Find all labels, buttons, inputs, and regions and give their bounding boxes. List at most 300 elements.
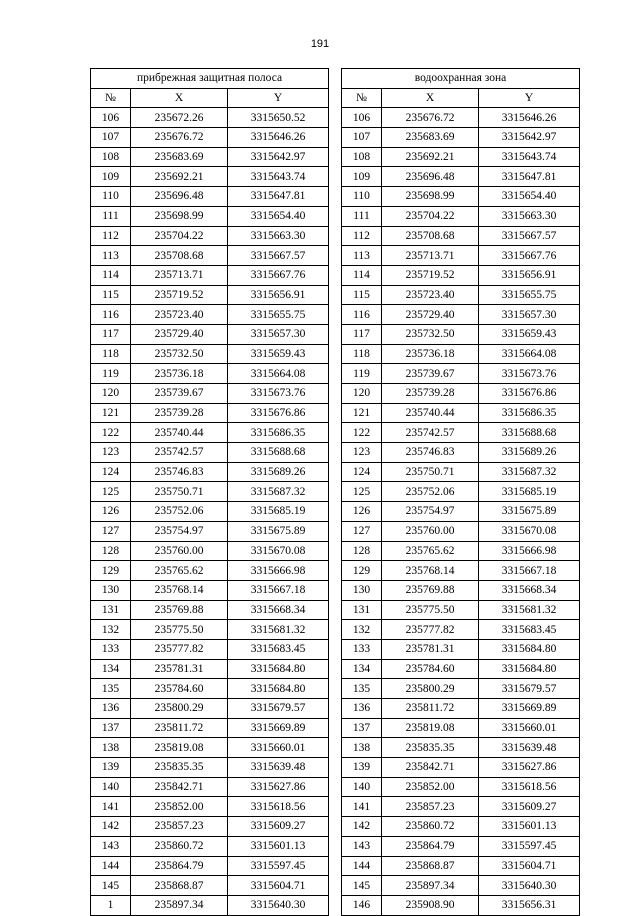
right-cell-y: 3315657.30 — [479, 305, 580, 325]
right-cell-number: 122 — [342, 423, 382, 443]
right-cell-y: 3315654.40 — [479, 187, 580, 207]
right-cell-y: 3315687.32 — [479, 462, 580, 482]
column-gap — [329, 502, 342, 522]
left-cell-x: 235784.60 — [131, 679, 228, 699]
right-cell-y: 3315664.08 — [479, 344, 580, 364]
left-cell-number: 111 — [91, 206, 131, 226]
column-gap — [329, 836, 342, 856]
column-gap — [329, 895, 342, 915]
left-cell-y: 3315657.30 — [228, 324, 329, 344]
left-cell-number: 140 — [91, 777, 131, 797]
left-cell-x: 235835.35 — [131, 758, 228, 778]
right-cell-y: 3315618.56 — [479, 777, 580, 797]
table-row — [91, 226, 580, 246]
left-header-x: X — [131, 88, 228, 108]
left-header-y: Y — [228, 88, 329, 108]
column-gap — [329, 659, 342, 679]
left-cell-number: 144 — [91, 856, 131, 876]
right-cell-y: 3315655.75 — [479, 285, 580, 305]
left-cell-x: 235732.50 — [131, 344, 228, 364]
right-cell-number: 108 — [342, 147, 382, 167]
table-row — [91, 679, 580, 699]
right-cell-x: 235746.83 — [382, 443, 479, 463]
left-cell-x: 235852.00 — [131, 797, 228, 817]
right-cell-number: 125 — [342, 482, 382, 502]
table-title-row — [91, 69, 580, 89]
table-row — [91, 167, 580, 187]
right-cell-x: 235729.40 — [382, 305, 479, 325]
right-cell-y: 3315685.19 — [479, 482, 580, 502]
right-cell-y: 3315663.30 — [479, 206, 580, 226]
right-cell-number: 134 — [342, 659, 382, 679]
right-cell-number: 112 — [342, 226, 382, 246]
left-cell-x: 235811.72 — [131, 718, 228, 738]
left-cell-x: 235857.23 — [131, 817, 228, 837]
table-row — [91, 856, 580, 876]
right-cell-number: 136 — [342, 699, 382, 719]
left-cell-y: 3315684.80 — [228, 679, 329, 699]
column-gap — [329, 856, 342, 876]
left-cell-y: 3315668.34 — [228, 600, 329, 620]
right-cell-number: 131 — [342, 600, 382, 620]
left-cell-x: 235742.57 — [131, 443, 228, 463]
right-cell-y: 3315676.86 — [479, 384, 580, 404]
left-cell-number: 143 — [91, 836, 131, 856]
right-cell-number: 146 — [342, 895, 382, 915]
column-gap — [329, 403, 342, 423]
right-header-x: X — [382, 88, 479, 108]
right-cell-x: 235732.50 — [382, 324, 479, 344]
right-cell-x: 235842.71 — [382, 758, 479, 778]
table-row — [91, 600, 580, 620]
column-gap — [329, 384, 342, 404]
left-cell-number: 129 — [91, 561, 131, 581]
left-cell-number: 138 — [91, 738, 131, 758]
right-cell-x: 235835.35 — [382, 738, 479, 758]
table-row — [91, 384, 580, 404]
left-cell-x: 235692.21 — [131, 167, 228, 187]
column-gap — [329, 305, 342, 325]
left-cell-x: 235868.87 — [131, 876, 228, 896]
left-cell-y: 3315667.18 — [228, 580, 329, 600]
right-cell-y: 3315684.80 — [479, 639, 580, 659]
column-gap — [329, 718, 342, 738]
left-cell-y: 3315669.89 — [228, 718, 329, 738]
right-cell-y: 3315656.31 — [479, 895, 580, 915]
right-cell-number: 126 — [342, 502, 382, 522]
column-gap — [329, 777, 342, 797]
right-cell-x: 235692.21 — [382, 147, 479, 167]
right-cell-x: 235683.69 — [382, 128, 479, 148]
right-cell-y: 3315643.74 — [479, 147, 580, 167]
left-cell-number: 107 — [91, 128, 131, 148]
table-row — [91, 659, 580, 679]
left-cell-number: 110 — [91, 187, 131, 207]
table-row — [91, 502, 580, 522]
right-cell-x: 235708.68 — [382, 226, 479, 246]
table-row — [91, 187, 580, 207]
column-gap — [329, 206, 342, 226]
right-cell-x: 235768.14 — [382, 561, 479, 581]
left-cell-y: 3315688.68 — [228, 443, 329, 463]
column-gap — [329, 324, 342, 344]
left-cell-x: 235723.40 — [131, 305, 228, 325]
right-cell-number: 145 — [342, 876, 382, 896]
right-cell-y: 3315604.71 — [479, 856, 580, 876]
right-cell-number: 106 — [342, 108, 382, 128]
right-cell-y: 3315684.80 — [479, 659, 580, 679]
left-cell-y: 3315667.57 — [228, 246, 329, 266]
right-cell-number: 132 — [342, 620, 382, 640]
left-cell-x: 235672.26 — [131, 108, 228, 128]
column-gap — [329, 758, 342, 778]
right-cell-number: 119 — [342, 364, 382, 384]
right-cell-x: 235811.72 — [382, 699, 479, 719]
left-cell-y: 3315650.52 — [228, 108, 329, 128]
left-cell-number: 109 — [91, 167, 131, 187]
left-cell-y: 3315642.97 — [228, 147, 329, 167]
right-cell-x: 235713.71 — [382, 246, 479, 266]
left-cell-y: 3315660.01 — [228, 738, 329, 758]
left-cell-y: 3315659.43 — [228, 344, 329, 364]
left-cell-y: 3315654.40 — [228, 206, 329, 226]
right-cell-number: 110 — [342, 187, 382, 207]
column-gap — [329, 423, 342, 443]
left-cell-y: 3315684.80 — [228, 659, 329, 679]
left-cell-y: 3315679.57 — [228, 699, 329, 719]
left-cell-y: 3315643.74 — [228, 167, 329, 187]
left-cell-y: 3315627.86 — [228, 777, 329, 797]
column-gap — [329, 344, 342, 364]
right-cell-y: 3315601.13 — [479, 817, 580, 837]
column-gap — [329, 246, 342, 266]
right-cell-y: 3315669.89 — [479, 699, 580, 719]
left-cell-x: 235775.50 — [131, 620, 228, 640]
right-cell-y: 3315660.01 — [479, 718, 580, 738]
right-cell-number: 121 — [342, 403, 382, 423]
left-cell-number: 113 — [91, 246, 131, 266]
right-cell-x: 235696.48 — [382, 167, 479, 187]
right-cell-number: 111 — [342, 206, 382, 226]
left-cell-number: 120 — [91, 384, 131, 404]
table-row — [91, 423, 580, 443]
right-table-title: водоохранная зона — [342, 69, 580, 89]
right-cell-x: 235868.87 — [382, 856, 479, 876]
right-cell-x: 235736.18 — [382, 344, 479, 364]
right-cell-y: 3315675.89 — [479, 502, 580, 522]
column-gap — [329, 187, 342, 207]
left-cell-number: 114 — [91, 265, 131, 285]
right-cell-x: 235857.23 — [382, 797, 479, 817]
table-row — [91, 836, 580, 856]
right-cell-y: 3315681.32 — [479, 600, 580, 620]
left-cell-y: 3315667.76 — [228, 265, 329, 285]
right-cell-x: 235781.31 — [382, 639, 479, 659]
table-row — [91, 738, 580, 758]
right-cell-number: 144 — [342, 856, 382, 876]
right-cell-number: 140 — [342, 777, 382, 797]
left-cell-number: 119 — [91, 364, 131, 384]
right-cell-number: 117 — [342, 324, 382, 344]
right-cell-y: 3315627.86 — [479, 758, 580, 778]
left-cell-y: 3315676.86 — [228, 403, 329, 423]
left-cell-x: 235760.00 — [131, 541, 228, 561]
right-cell-x: 235719.52 — [382, 265, 479, 285]
right-cell-x: 235760.00 — [382, 521, 479, 541]
left-cell-x: 235704.22 — [131, 226, 228, 246]
left-cell-number: 115 — [91, 285, 131, 305]
table-row — [91, 403, 580, 423]
right-cell-x: 235777.82 — [382, 620, 479, 640]
column-gap — [329, 482, 342, 502]
left-cell-x: 235860.72 — [131, 836, 228, 856]
column-gap — [329, 265, 342, 285]
right-cell-y: 3315666.98 — [479, 541, 580, 561]
right-cell-y: 3315647.81 — [479, 167, 580, 187]
right-cell-x: 235769.88 — [382, 580, 479, 600]
right-cell-x: 235754.97 — [382, 502, 479, 522]
left-cell-x: 235864.79 — [131, 856, 228, 876]
right-cell-x: 235860.72 — [382, 817, 479, 837]
left-cell-number: 142 — [91, 817, 131, 837]
left-cell-y: 3315604.71 — [228, 876, 329, 896]
right-cell-x: 235800.29 — [382, 679, 479, 699]
right-cell-y: 3315609.27 — [479, 797, 580, 817]
table-row — [91, 443, 580, 463]
right-cell-x: 235908.90 — [382, 895, 479, 915]
left-cell-x: 235698.99 — [131, 206, 228, 226]
column-gap — [329, 226, 342, 246]
left-cell-y: 3315666.98 — [228, 561, 329, 581]
right-cell-y: 3315642.97 — [479, 128, 580, 148]
left-cell-number: 134 — [91, 659, 131, 679]
column-gap — [329, 462, 342, 482]
right-cell-x: 235897.34 — [382, 876, 479, 896]
left-cell-y: 3315686.35 — [228, 423, 329, 443]
right-cell-number: 115 — [342, 285, 382, 305]
table-row — [91, 876, 580, 896]
left-cell-y: 3315639.48 — [228, 758, 329, 778]
right-cell-x: 235819.08 — [382, 718, 479, 738]
left-cell-y: 3315597.45 — [228, 856, 329, 876]
right-cell-x: 235739.67 — [382, 364, 479, 384]
left-cell-y: 3315656.91 — [228, 285, 329, 305]
left-cell-y: 3315664.08 — [228, 364, 329, 384]
column-gap — [329, 285, 342, 305]
left-cell-number: 130 — [91, 580, 131, 600]
table-row — [91, 206, 580, 226]
column-gap — [329, 817, 342, 837]
right-cell-y: 3315683.45 — [479, 620, 580, 640]
left-table-title: прибрежная защитная полоса — [91, 69, 329, 89]
left-cell-number: 135 — [91, 679, 131, 699]
left-cell-x: 235777.82 — [131, 639, 228, 659]
left-cell-number: 123 — [91, 443, 131, 463]
table-row — [91, 305, 580, 325]
right-cell-x: 235739.28 — [382, 384, 479, 404]
left-cell-y: 3315681.32 — [228, 620, 329, 640]
left-cell-x: 235765.62 — [131, 561, 228, 581]
left-cell-y: 3315675.89 — [228, 521, 329, 541]
table-row — [91, 758, 580, 778]
left-cell-x: 235708.68 — [131, 246, 228, 266]
right-cell-y: 3315597.45 — [479, 836, 580, 856]
table-row — [91, 797, 580, 817]
right-cell-x: 235723.40 — [382, 285, 479, 305]
table-row — [91, 699, 580, 719]
table-row — [91, 817, 580, 837]
left-cell-x: 235819.08 — [131, 738, 228, 758]
left-cell-number: 133 — [91, 639, 131, 659]
table-row — [91, 344, 580, 364]
left-cell-number: 116 — [91, 305, 131, 325]
table-row — [91, 285, 580, 305]
left-cell-x: 235676.72 — [131, 128, 228, 148]
left-cell-x: 235769.88 — [131, 600, 228, 620]
right-cell-y: 3315673.76 — [479, 364, 580, 384]
right-cell-y: 3315667.57 — [479, 226, 580, 246]
right-cell-y: 3315639.48 — [479, 738, 580, 758]
column-gap — [329, 561, 342, 581]
right-cell-number: 113 — [342, 246, 382, 266]
table-row — [91, 580, 580, 600]
left-cell-y: 3315609.27 — [228, 817, 329, 837]
left-cell-number: 145 — [91, 876, 131, 896]
table-row — [91, 128, 580, 148]
left-cell-number: 1 — [91, 895, 131, 915]
table-row — [91, 246, 580, 266]
left-cell-x: 235746.83 — [131, 462, 228, 482]
right-cell-y: 3315667.76 — [479, 246, 580, 266]
left-cell-y: 3315647.81 — [228, 187, 329, 207]
left-cell-y: 3315618.56 — [228, 797, 329, 817]
right-cell-x: 235864.79 — [382, 836, 479, 856]
coordinates-table — [90, 68, 580, 916]
table-row — [91, 521, 580, 541]
right-cell-y: 3315640.30 — [479, 876, 580, 896]
table-row — [91, 482, 580, 502]
column-gap — [329, 639, 342, 659]
right-cell-x: 235704.22 — [382, 206, 479, 226]
right-cell-number: 133 — [342, 639, 382, 659]
right-cell-number: 139 — [342, 758, 382, 778]
right-header-y: Y — [479, 88, 580, 108]
left-cell-x: 235739.28 — [131, 403, 228, 423]
right-cell-x: 235852.00 — [382, 777, 479, 797]
right-cell-number: 128 — [342, 541, 382, 561]
left-cell-x: 235729.40 — [131, 324, 228, 344]
table-row — [91, 777, 580, 797]
right-cell-y: 3315686.35 — [479, 403, 580, 423]
column-gap — [329, 580, 342, 600]
left-cell-y: 3315689.26 — [228, 462, 329, 482]
left-cell-x: 235897.34 — [131, 895, 228, 915]
right-cell-number: 141 — [342, 797, 382, 817]
column-gap — [329, 738, 342, 758]
left-cell-number: 118 — [91, 344, 131, 364]
left-cell-x: 235736.18 — [131, 364, 228, 384]
right-cell-number: 127 — [342, 521, 382, 541]
right-cell-x: 235765.62 — [382, 541, 479, 561]
right-cell-y: 3315670.08 — [479, 521, 580, 541]
left-cell-number: 124 — [91, 462, 131, 482]
left-cell-number: 141 — [91, 797, 131, 817]
right-cell-x: 235742.57 — [382, 423, 479, 443]
right-cell-y: 3315667.18 — [479, 561, 580, 581]
column-gap — [329, 699, 342, 719]
right-cell-x: 235784.60 — [382, 659, 479, 679]
right-cell-y: 3315646.26 — [479, 108, 580, 128]
table-row — [91, 147, 580, 167]
column-gap — [329, 541, 342, 561]
table-row — [91, 620, 580, 640]
left-cell-x: 235800.29 — [131, 699, 228, 719]
table-row — [91, 718, 580, 738]
column-gap — [329, 167, 342, 187]
right-cell-number: 129 — [342, 561, 382, 581]
column-gap — [329, 364, 342, 384]
left-cell-x: 235719.52 — [131, 285, 228, 305]
left-cell-number: 139 — [91, 758, 131, 778]
table-row — [91, 108, 580, 128]
right-cell-number: 124 — [342, 462, 382, 482]
table-row — [91, 462, 580, 482]
left-cell-x: 235781.31 — [131, 659, 228, 679]
right-cell-x: 235698.99 — [382, 187, 479, 207]
left-cell-y: 3315673.76 — [228, 384, 329, 404]
left-cell-y: 3315687.32 — [228, 482, 329, 502]
left-cell-x: 235754.97 — [131, 521, 228, 541]
left-cell-number: 137 — [91, 718, 131, 738]
column-gap — [329, 108, 342, 128]
left-cell-number: 112 — [91, 226, 131, 246]
table-row — [91, 639, 580, 659]
left-cell-y: 3315640.30 — [228, 895, 329, 915]
left-cell-number: 132 — [91, 620, 131, 640]
column-gap — [329, 876, 342, 896]
page-number: 191 — [310, 38, 330, 50]
right-header-number: № — [342, 88, 382, 108]
table-row — [91, 895, 580, 915]
left-cell-x: 235713.71 — [131, 265, 228, 285]
left-cell-y: 3315670.08 — [228, 541, 329, 561]
left-header-number: № — [91, 88, 131, 108]
left-cell-y: 3315663.30 — [228, 226, 329, 246]
table-row — [91, 561, 580, 581]
left-cell-y: 3315655.75 — [228, 305, 329, 325]
left-cell-y: 3315683.45 — [228, 639, 329, 659]
right-cell-y: 3315668.34 — [479, 580, 580, 600]
right-cell-y: 3315656.91 — [479, 265, 580, 285]
column-gap — [329, 600, 342, 620]
right-cell-number: 143 — [342, 836, 382, 856]
left-cell-x: 235750.71 — [131, 482, 228, 502]
column-gap — [329, 147, 342, 167]
right-cell-x: 235775.50 — [382, 600, 479, 620]
right-cell-number: 107 — [342, 128, 382, 148]
right-cell-x: 235750.71 — [382, 462, 479, 482]
table-row — [91, 541, 580, 561]
right-cell-number: 138 — [342, 738, 382, 758]
table-row — [91, 324, 580, 344]
left-cell-number: 126 — [91, 502, 131, 522]
column-gap — [329, 443, 342, 463]
table-header-row — [91, 88, 580, 108]
left-cell-number: 121 — [91, 403, 131, 423]
right-cell-number: 135 — [342, 679, 382, 699]
left-cell-number: 127 — [91, 521, 131, 541]
right-cell-number: 137 — [342, 718, 382, 738]
